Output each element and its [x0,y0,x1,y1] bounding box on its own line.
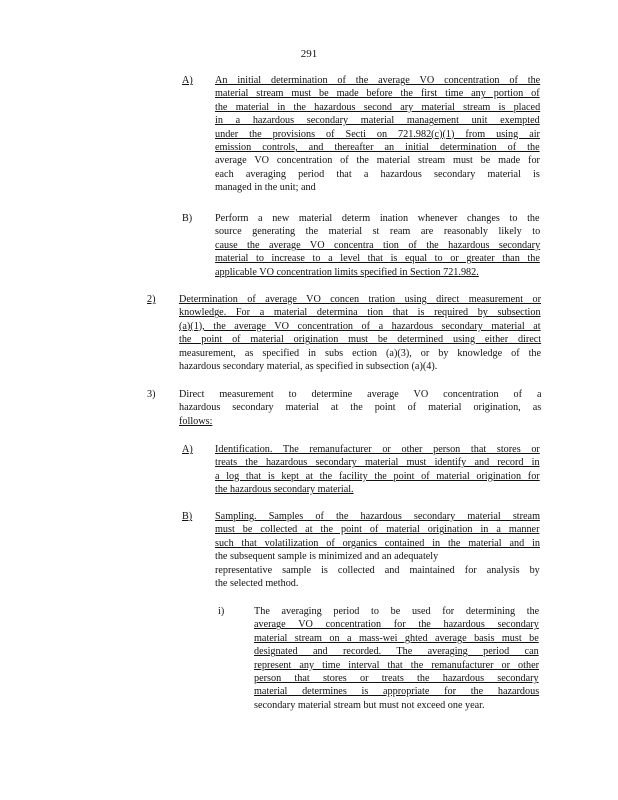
item-label: A) [182,444,193,455]
text-line: applicable VO concentration limits specified in Section 721.982. [215,266,479,278]
item-label: B) [182,511,193,522]
text-line: Direct measurement to determine average VO concentration of a [179,389,542,400]
paragraph-text [215,443,540,497]
text-line: An initial determination of the average VO concentration of the [215,75,541,86]
paragraph-text [179,388,541,428]
text-line: Perform a new material determ ination whenever changes to the [215,213,540,224]
text-line: designated and recorded. The averaging period can [254,646,539,658]
item-label: 2) [147,294,156,305]
paragraph-text [215,212,540,279]
text-line: the material in the hazardous second ary material stream is placed [215,101,541,113]
text-line: under the provisions of Secti on 721.982(c)(1) from using air [215,128,540,140]
text-line: (a)(1), the average VO concentration of a hazardous secondary material at [179,320,541,332]
paragraph-text [179,293,541,373]
text-line: the subsequent sample is minimized and an adequately [215,551,439,563]
text-line: average VO concentration for the hazardous secondary [254,619,539,631]
text-line: each averaging period that a hazardous secondary material is [215,168,540,180]
item-label: i) [218,606,225,617]
item-label: B) [182,213,193,224]
text-line: such that volatilization of organics contained in the material and in [215,537,540,549]
item-label: 3) [147,389,156,400]
text-line: in a hazardous secondary material management unit exempted [215,115,540,127]
text-line: cause the average VO concentra tion of the hazardous secondary [215,239,541,251]
item-label: A) [182,75,193,86]
text-line: the hazardous secondary material. [215,484,354,496]
text-line: person that stores or treats the hazardous secondary [254,673,539,685]
text-line: the point of material origination must be determined using either direct [179,334,542,346]
text-line: must be collected at the point of material origination in a manner [215,524,540,536]
text-line: managed in the unit; and [215,182,316,194]
text-line: material stream must be made before the first time any portion of [215,88,540,100]
text-line: hazardous secondary material at the point of material origination, as [179,402,542,414]
page-number: 291 [300,48,318,60]
text-line: measurement, as specified in subs ection (a)(3), or by knowledge of the [179,347,542,359]
text-line: represent any time interval that the remanufacturer or other [254,659,539,671]
text-line: Identification. The remanufacturer or other person that stores or [215,444,540,455]
paragraph-text [254,605,539,712]
text-line: hazardous secondary material, as specified in subsection (a)(4). [179,361,438,373]
text-line: treats the hazardous secondary material must identify and record in [215,457,540,469]
paragraph-text [215,74,540,195]
text-line: material determines is appropriate for the hazardous [254,686,540,698]
text-line: follows: [179,415,213,427]
text-line: representative sample is collected and maintained for analysis by [215,564,540,576]
text-line: the selected method. [215,578,299,590]
text-line: Sampling. Samples of the hazardous secondary material stream [215,511,540,522]
text-line: material stream on a mass-wei ghted average basis must be [254,632,539,644]
text-line: knowledge. For a material determina tion that is required by subsection [179,307,541,319]
text-line: a log that is kept at the facility the point of material origination for [215,470,540,482]
text-line: average VO concentration of the material stream must be made for [215,155,540,167]
text-line: The averaging period to be used for determining the [254,606,540,617]
text-line: emission controls, and thereafter an initial determination of the [215,142,540,154]
text-line: secondary material stream but must not exceed one year. [254,699,485,711]
text-line: source generating the material st ream are reasonably likely to [215,226,541,238]
text-line: material to increase to a level that is equal to or greater than the [215,253,540,265]
text-line: Determination of average VO concen tration using direct measurement or [179,294,541,305]
paragraph-text [215,510,540,590]
